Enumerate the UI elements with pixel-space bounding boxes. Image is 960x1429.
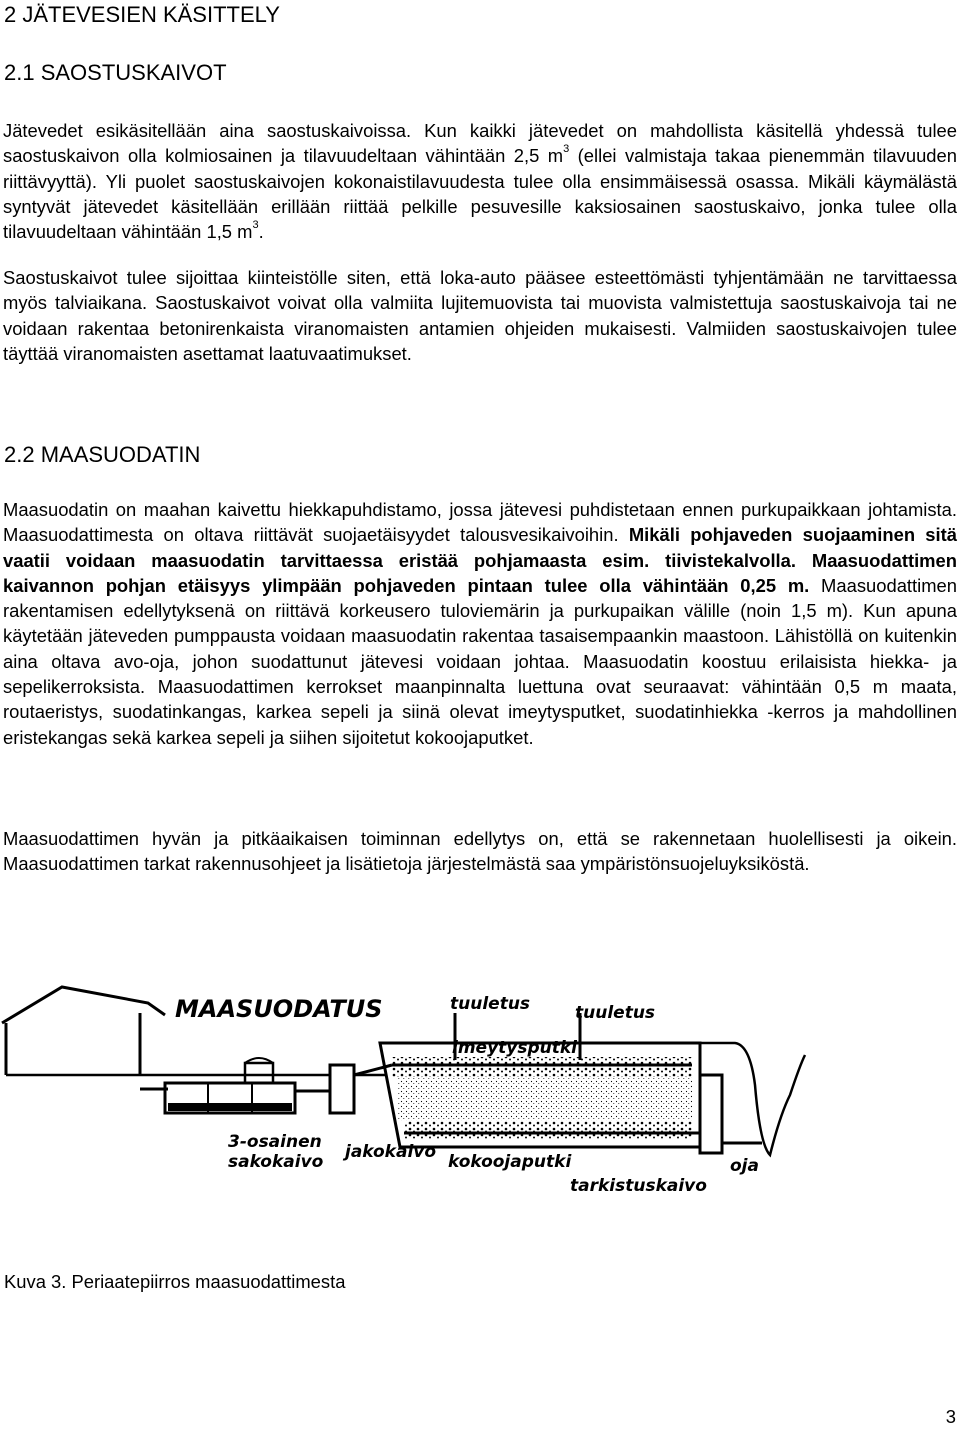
section-heading-maasuodatin: 2.2 MAASUODATIN [4, 442, 201, 467]
label-tuuletus-2: tuuletus [575, 1003, 656, 1023]
label-imeytysputki: imeytysputki [452, 1038, 578, 1058]
septic-tank [165, 1058, 295, 1113]
label-tuuletus-1: tuuletus [450, 994, 531, 1014]
paragraph-text: Maasuodatin on maahan kaivettu hiekkapuhdistamo, jossa jätevesi puhdistetaan ennen purkupaikkaan johtamista. Maasuodattimesta on oltava riittävät suojaetäisyydet talousvesikaivoihin. [3, 499, 957, 546]
inspection-well [700, 1075, 722, 1153]
soil-filter [380, 1043, 700, 1147]
paragraph-maasuodatin-1 [3, 497, 957, 750]
superscript: 3 [563, 143, 570, 156]
paragraph-saostuskaivot-2: Saostuskaivot tulee sijoittaa kiinteistölle siten, että loka-auto pääsee esteettömästi tyhjentämään ne tarvittaessa myös talviaikana. Saostuskaivot voivat olla valmiita lujitemuovista tai muovista valmistettuja saostuskaivoja tai ne voidaan rakentaa betonirenkaista viranomaisten antamien ohjeiden mukaisesti. Valmiiden saostuskaivojen tulee täyttää viranomaisten asettamat laatuvaatimukset. [3, 267, 957, 364]
house-outline [2, 987, 165, 1075]
label-jakokaivo: jakokaivo [345, 1142, 437, 1162]
section-heading-saostuskaivot: 2.1 SAOSTUSKAIVOT [4, 60, 227, 85]
paragraph-text: Maasuodattimen rakentamisen edellytyksenä on riittävä korkeusero tuloviemärin ja purkupaikan välille (noin 1,5 m). Kun apuna käytetään jäteveden pumppausta voidaan maasuodatin rakentaa tasaisempaankin maastoon. Lähistöllä on kuitenkin aina oltava avo-oja, johon suodattunut jätevesi voidaan johtaa. Maasuodatin koostuu erilaisista hiekka- ja sepelikerroksista. Maasuodattimen kerrokset maanpinnalta luettuna ovat seuraavat: vähintään 0,5 m maata, routaeristys, suodatinkangas, karkea sepeli ja siinä olevat imeytysputket, suodatinhiekka -kerros ja mahdollinen eristekangas sekä karkea sepeli ja siihen sijoitetut kokoojaputket. [3, 574, 958, 748]
distribution-well [330, 1065, 354, 1113]
figure-title: MAASUODATUS [175, 995, 383, 1023]
maasuodatus-diagram [0, 965, 960, 1220]
paragraph-text: . [258, 221, 264, 243]
label-sakokaivo-line-1: 3-osainen [228, 1132, 322, 1152]
paragraph-maasuodatin-2: Maasuodattimen hyvän ja pitkäaikaisen toiminnan edellytys on, että se rakennetaan huolellisesti ja oikein. Maasuodattimen tarkat rakennusohjeet ja lisätietoja järjestelmästä saa ympäristönsuojeluyksiköstä. [3, 828, 957, 875]
label-oja: oja [730, 1156, 759, 1176]
paragraph-saostuskaivot-1 [3, 118, 957, 244]
paragraph-text: (ellei valmistaja takaa pienemmän tilavuuden riittävyyttä). Yli puolet saostuskaivojen kokonaistilavuudesta tulee olla ensimmäisessä osassa. Mikäli käymälästä syntyvät jätevedet käsitellään erillään riittää pelkille pesuvesille kaksiosainen saostuskaivo, jonka tulee olla tilavuudeltaan vähintään 1,5 m [3, 145, 957, 243]
figure-caption: Kuva 3. Periaatepiirros maasuodattimesta [4, 1271, 346, 1292]
paragraph-bold-text: Mikäli pohjaveden suojaaminen sitä vaatii voidaan maasuodatin tarvittaessa eristää pohjamaasta esim. tiivistekalvolla. Maasuodattimen kaivannon pohjan etäisyys ylimpään pohjaveden pintaan tulee olla vähintään 0,25 m. [3, 524, 957, 596]
superscript: 3 [252, 219, 259, 232]
label-sakokaivo-line-2: sakokaivo [228, 1152, 324, 1172]
label-tarkistuskaivo: tarkistuskaivo [570, 1176, 707, 1196]
paragraph-text: Jätevedet esikäsitellään aina saostuskaivoissa. Kun kaikki jätevedet on mahdollista käsitellä yhdessä tulee saostuskaivon olla kolmiosainen ja tilavuudeltaan vähintään 2,5 m [3, 120, 957, 167]
label-kokoojaputki: kokoojaputki [448, 1152, 572, 1172]
main-heading: 2 JÄTEVESIEN KÄSITTELY [4, 2, 280, 27]
page-number: 3 [945, 1406, 956, 1427]
